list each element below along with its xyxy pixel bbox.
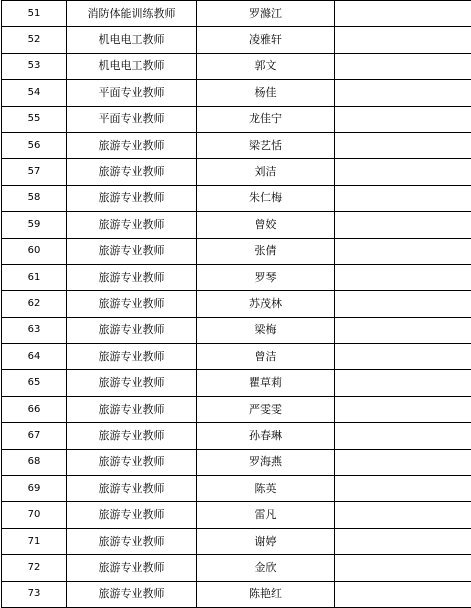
table-row (2, 502, 471, 528)
position-cell: 旅游专业教师 (67, 476, 197, 502)
row-number-cell: 56 (2, 132, 67, 158)
table-row (2, 80, 471, 106)
note-cell (335, 159, 471, 185)
position-cell: 旅游专业教师 (67, 502, 197, 528)
name-cell: 陈艳红 (197, 581, 335, 607)
table-row (2, 212, 471, 238)
table-row (2, 423, 471, 449)
row-number-cell: 61 (2, 264, 67, 290)
note-cell (335, 212, 471, 238)
table-row (2, 238, 471, 264)
row-number-cell: 51 (2, 1, 67, 27)
table-row (2, 370, 471, 396)
name-cell: 罗琴 (197, 264, 335, 290)
table-row (2, 555, 471, 581)
note-cell (335, 528, 471, 554)
row-number-cell: 73 (2, 581, 67, 607)
name-cell: 陈英 (197, 476, 335, 502)
position-cell: 旅游专业教师 (67, 291, 197, 317)
name-cell: 罗滌江 (197, 1, 335, 27)
name-cell: 张倩 (197, 238, 335, 264)
note-cell (335, 449, 471, 475)
position-cell: 旅游专业教师 (67, 159, 197, 185)
position-cell: 平面专业教师 (67, 80, 197, 106)
position-cell: 旅游专业教师 (67, 528, 197, 554)
row-number-cell: 64 (2, 344, 67, 370)
name-cell: 瞿草莉 (197, 370, 335, 396)
position-cell: 旅游专业教师 (67, 264, 197, 290)
note-cell (335, 370, 471, 396)
note-cell (335, 555, 471, 581)
note-cell (335, 317, 471, 343)
name-cell: 谢婷 (197, 528, 335, 554)
table-body (2, 1, 471, 608)
row-number-cell: 53 (2, 53, 67, 79)
row-number-cell: 72 (2, 555, 67, 581)
note-cell (335, 344, 471, 370)
name-cell: 曾洁 (197, 344, 335, 370)
name-cell: 曾姣 (197, 212, 335, 238)
row-number-cell: 59 (2, 212, 67, 238)
row-number-cell: 60 (2, 238, 67, 264)
row-number-cell: 68 (2, 449, 67, 475)
position-cell: 旅游专业教师 (67, 370, 197, 396)
table-row (2, 1, 471, 27)
row-number-cell: 55 (2, 106, 67, 132)
table-row (2, 476, 471, 502)
position-cell: 旅游专业教师 (67, 317, 197, 343)
name-cell: 苏茂林 (197, 291, 335, 317)
name-cell: 凌雅轩 (197, 27, 335, 53)
position-cell: 消防体能训练教师 (67, 1, 197, 27)
note-cell (335, 238, 471, 264)
row-number-cell: 52 (2, 27, 67, 53)
row-number-cell: 71 (2, 528, 67, 554)
position-cell: 机电电工教师 (67, 53, 197, 79)
row-number-cell: 70 (2, 502, 67, 528)
position-cell: 平面专业教师 (67, 106, 197, 132)
name-cell: 龙佳宁 (197, 106, 335, 132)
table-row (2, 317, 471, 343)
table-row (2, 264, 471, 290)
note-cell (335, 502, 471, 528)
row-number-cell: 54 (2, 80, 67, 106)
name-cell: 梁艺恬 (197, 132, 335, 158)
name-cell: 严雯雯 (197, 396, 335, 422)
name-cell: 郭文 (197, 53, 335, 79)
note-cell (335, 423, 471, 449)
name-cell: 刘洁 (197, 159, 335, 185)
table-row (2, 581, 471, 607)
table-row (2, 291, 471, 317)
note-cell (335, 27, 471, 53)
row-number-cell: 67 (2, 423, 67, 449)
name-cell: 孙春琳 (197, 423, 335, 449)
row-number-cell: 63 (2, 317, 67, 343)
note-cell (335, 132, 471, 158)
table-row (2, 132, 471, 158)
teacher-list-table (1, 0, 471, 608)
note-cell (335, 106, 471, 132)
table-row (2, 27, 471, 53)
note-cell (335, 53, 471, 79)
table-row (2, 528, 471, 554)
name-cell: 罗海燕 (197, 449, 335, 475)
table-row (2, 106, 471, 132)
note-cell (335, 185, 471, 211)
position-cell: 旅游专业教师 (67, 185, 197, 211)
position-cell: 旅游专业教师 (67, 449, 197, 475)
name-cell: 金欣 (197, 555, 335, 581)
position-cell: 旅游专业教师 (67, 555, 197, 581)
row-number-cell: 62 (2, 291, 67, 317)
position-cell: 旅游专业教师 (67, 238, 197, 264)
note-cell (335, 476, 471, 502)
position-cell: 旅游专业教师 (67, 581, 197, 607)
name-cell: 雷凡 (197, 502, 335, 528)
note-cell (335, 1, 471, 27)
row-number-cell: 69 (2, 476, 67, 502)
note-cell (335, 396, 471, 422)
row-number-cell: 65 (2, 370, 67, 396)
note-cell (335, 581, 471, 607)
position-cell: 旅游专业教师 (67, 212, 197, 238)
position-cell: 机电电工教师 (67, 27, 197, 53)
table-row (2, 396, 471, 422)
row-number-cell: 66 (2, 396, 67, 422)
table-row (2, 185, 471, 211)
name-cell: 梁梅 (197, 317, 335, 343)
table-row (2, 344, 471, 370)
note-cell (335, 264, 471, 290)
table-row (2, 449, 471, 475)
row-number-cell: 58 (2, 185, 67, 211)
name-cell: 杨佳 (197, 80, 335, 106)
position-cell: 旅游专业教师 (67, 344, 197, 370)
note-cell (335, 291, 471, 317)
position-cell: 旅游专业教师 (67, 396, 197, 422)
position-cell: 旅游专业教师 (67, 423, 197, 449)
table-row (2, 53, 471, 79)
table-row (2, 159, 471, 185)
name-cell: 朱仁梅 (197, 185, 335, 211)
row-number-cell: 57 (2, 159, 67, 185)
position-cell: 旅游专业教师 (67, 132, 197, 158)
note-cell (335, 80, 471, 106)
